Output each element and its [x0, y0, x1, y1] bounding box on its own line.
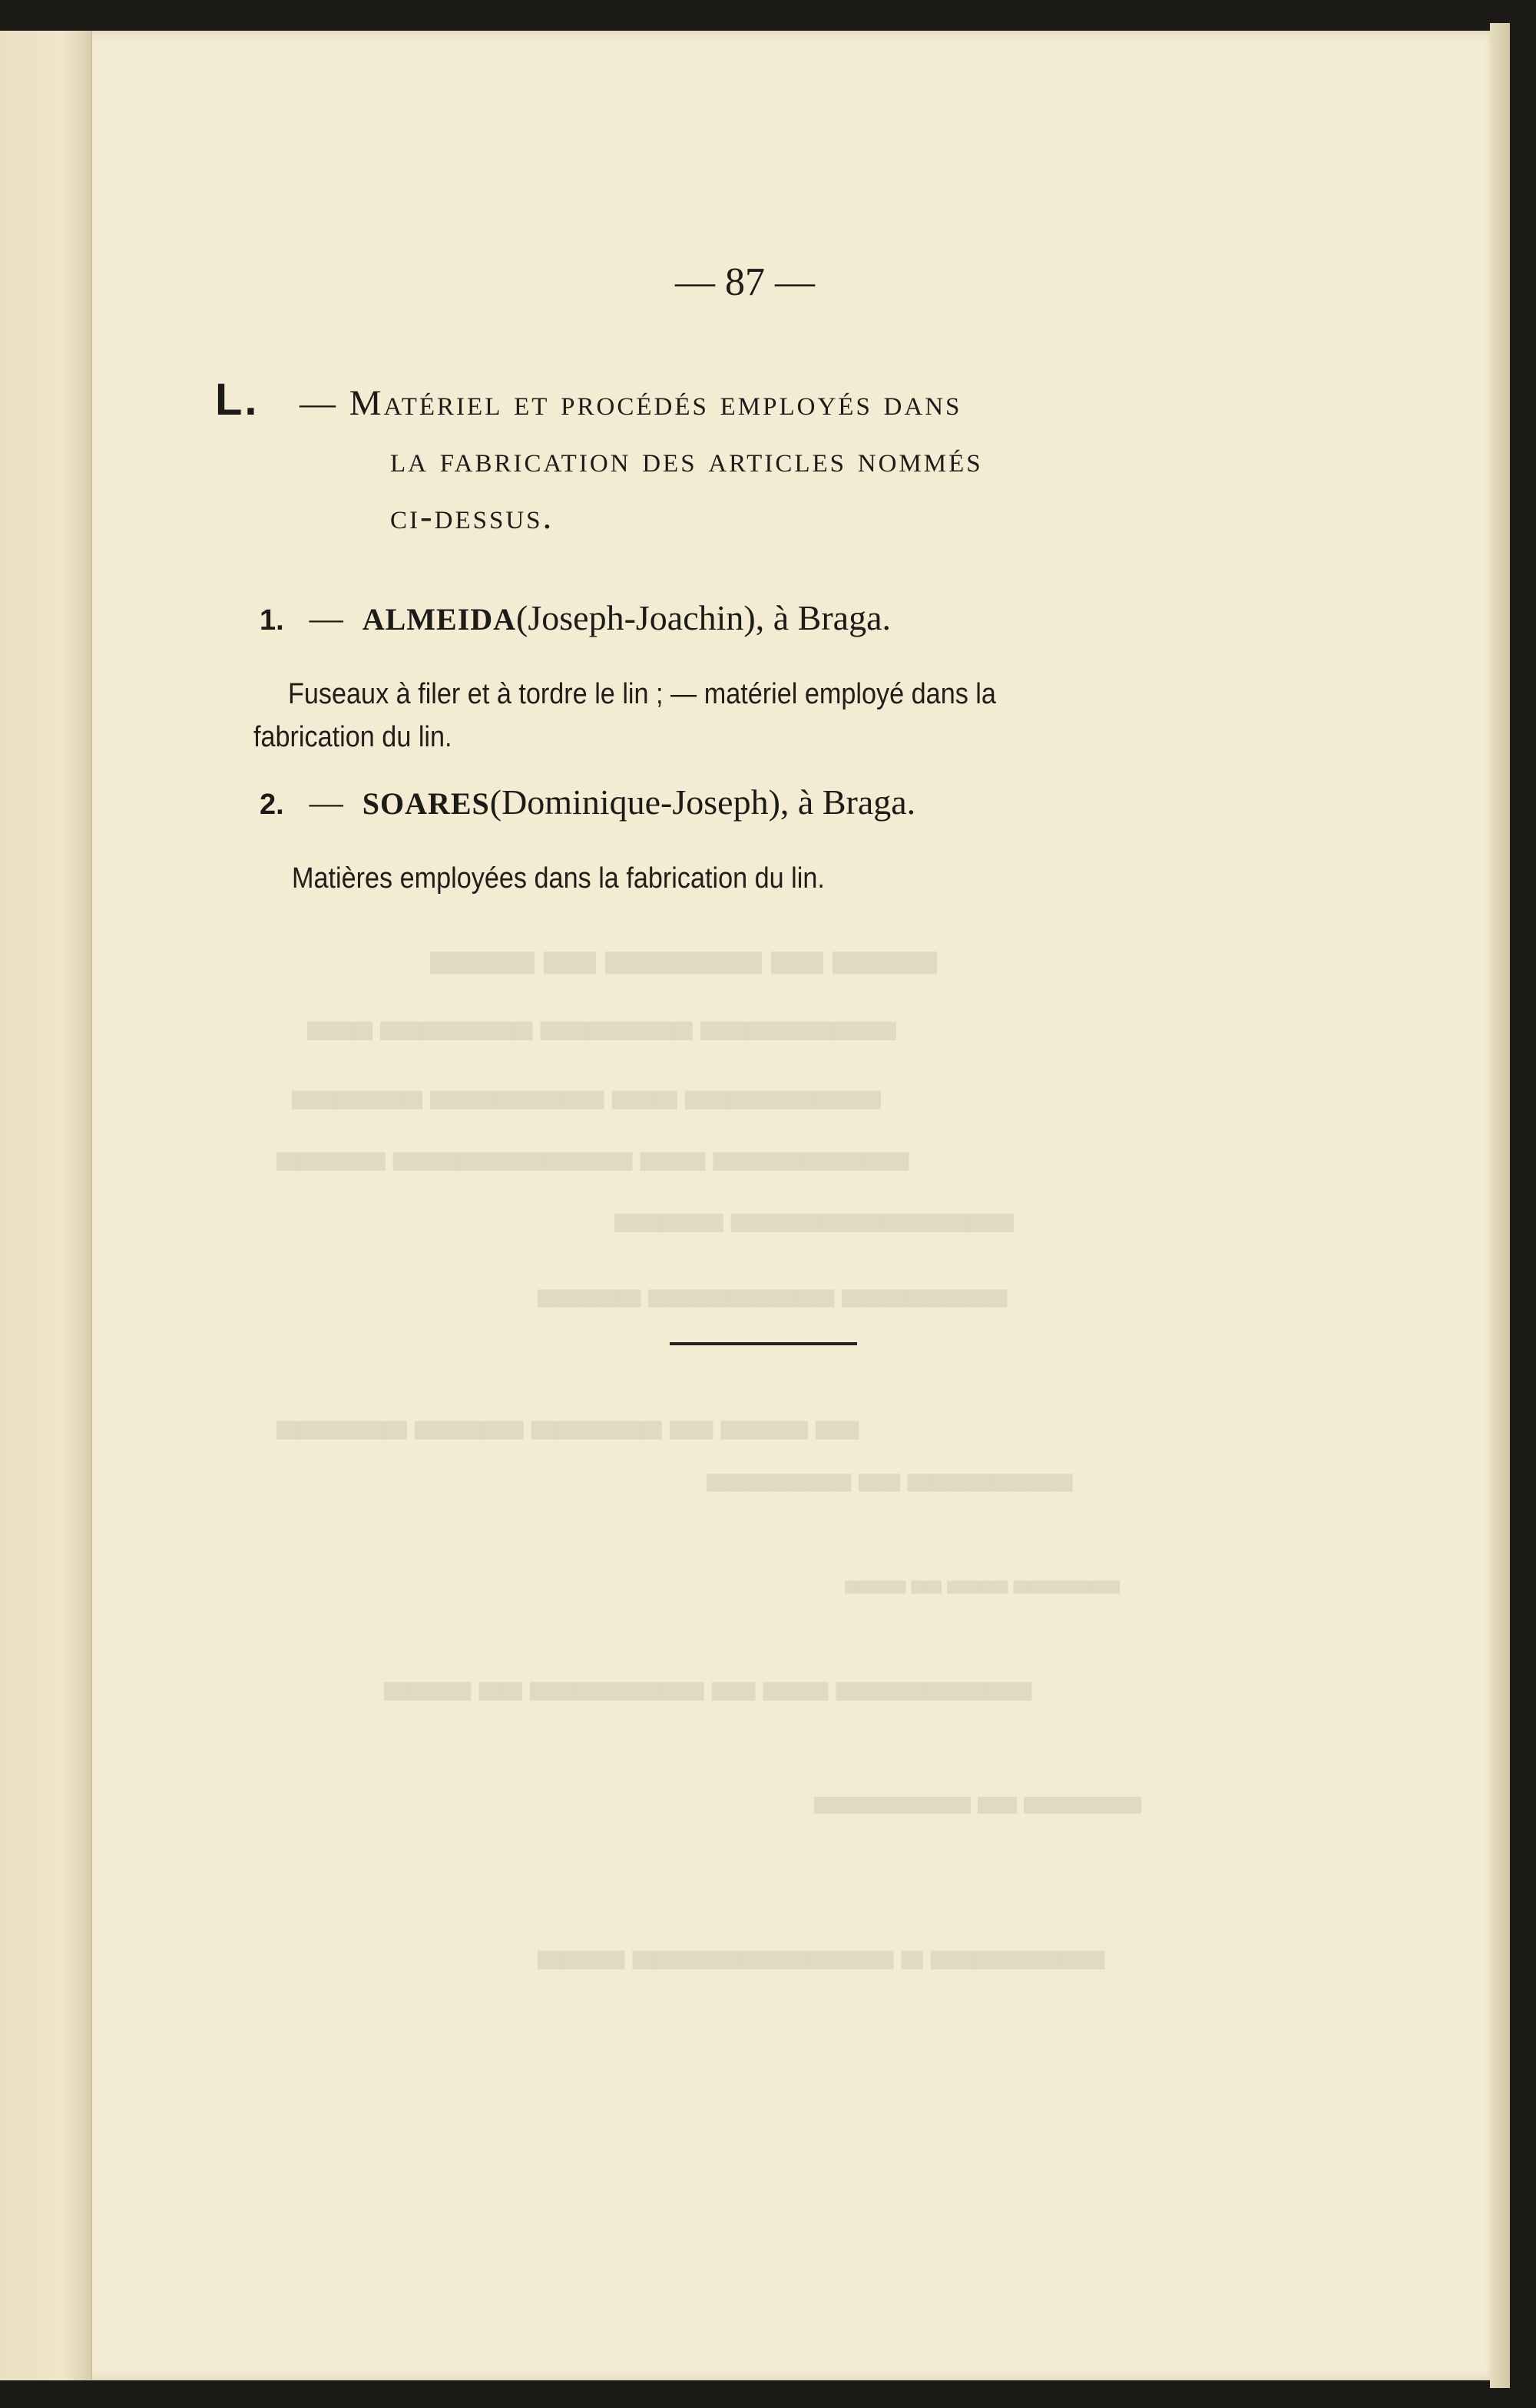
- entry-2: [260, 782, 915, 822]
- entry-number: 1.: [260, 604, 284, 637]
- entry-name: ALMEIDA: [362, 602, 517, 637]
- section-heading: [215, 372, 1267, 545]
- description-line: Matières employées dans la fabrication du lin.: [292, 862, 825, 895]
- bleed-through-texture: ▀▀▀▀▀▀▀▀▀ ▀▀▀ ▀▀▀▀▀▀▀▀ ▀▀▀▀▀▀: [292, 1091, 881, 1126]
- description-line: fabrication du lin.: [253, 721, 452, 753]
- entry-number: 2.: [260, 789, 284, 821]
- bleed-through-texture: ▀▀▀▀▀▀▀▀▀ ▀▀▀ ▀▀ ▀▀▀▀▀▀▀▀ ▀▀ ▀▀▀▀: [384, 1682, 1032, 1717]
- entry-dash: —: [309, 784, 343, 822]
- heading-line-2: la fabrication des articles nommés: [390, 440, 983, 480]
- bleed-through-texture: ▀▀▀▀▀▀▀▀▀ ▀▀▀ ▀▀▀▀▀▀▀▀▀▀▀ ▀▀▀▀▀: [276, 1153, 909, 1187]
- bleed-through-texture: ▀▀▀▀ ▀▀ ▀▀▀▀▀▀ ▀▀ ▀▀▀▀: [430, 953, 938, 994]
- entry-1: [260, 597, 891, 638]
- bleed-through-texture: ▀▀▀▀▀▀▀▀ ▀ ▀▀▀▀▀▀▀▀▀▀▀▀ ▀▀▀▀: [538, 1951, 1105, 1986]
- bleed-through-texture: ▀▀▀▀▀▀▀▀ ▀▀ ▀▀▀▀▀▀▀: [707, 1475, 1073, 1507]
- section-letter: L.: [215, 375, 260, 425]
- entry-name: SOARES: [362, 786, 490, 821]
- bleed-through-texture: ▀▀▀▀▀▀ ▀▀ ▀▀▀▀▀▀▀▀: [814, 1798, 1142, 1828]
- description-line: Fuseaux à filer et à tordre le lin ; — matériel employé dans la: [288, 678, 996, 710]
- bleed-through-texture: ▀▀ ▀▀▀▀ ▀▀ ▀▀▀▀▀▀ ▀▀▀▀▀ ▀▀▀▀▀▀: [276, 1421, 859, 1456]
- page-edge: [1490, 23, 1510, 2388]
- bleed-through-texture: ▀▀▀▀▀▀▀▀▀ ▀▀▀▀▀▀▀ ▀▀▀▀▀▀▀ ▀▀▀: [307, 1022, 896, 1057]
- heading-line-1: [215, 372, 1267, 432]
- heading-text-1: — Matériel et procédés employés dans: [300, 383, 962, 423]
- page-number: — 87 —: [675, 260, 815, 304]
- bleed-through-texture: ▀▀▀▀▀▀▀▀ ▀▀▀▀▀▀▀▀▀ ▀▀▀▀▀: [538, 1291, 1008, 1323]
- bleed-through-texture: ▀▀▀▀▀▀▀▀▀▀▀▀▀ ▀▀▀▀▀: [614, 1214, 1015, 1249]
- entry-details: (Dominique-Joseph), à Braga.: [489, 782, 916, 822]
- section-end-rule: [670, 1342, 857, 1345]
- entry-dash: —: [309, 600, 343, 637]
- entry-2-description: [292, 857, 1260, 900]
- entry-1-description: [253, 673, 1276, 759]
- heading-line-3: ci-dessus.: [390, 497, 554, 537]
- facing-page-edge: [0, 31, 92, 2380]
- bleed-through-texture: ▀▀▀▀▀▀▀ ▀▀▀▀ ▀▀ ▀▀▀▀: [845, 1582, 1121, 1606]
- entry-details: (Joseph-Joachin), à Braga.: [516, 598, 891, 637]
